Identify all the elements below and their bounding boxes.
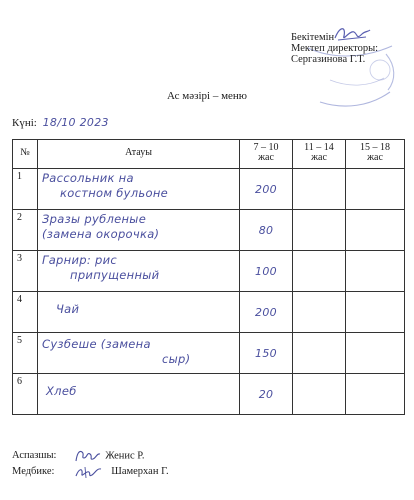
- qty-15-18: [346, 374, 405, 415]
- header-age-7-10-unit: жас: [258, 152, 274, 163]
- header-name: Атауы: [38, 140, 240, 169]
- dish-name-line2: сыр): [162, 352, 191, 366]
- dish-name: [38, 169, 240, 210]
- dish-name: [38, 333, 240, 374]
- dish-name: [38, 251, 240, 292]
- qty-7-10: [240, 333, 293, 374]
- qty-11-14: [293, 374, 346, 415]
- header-age-15-18-range: 15 – 18: [360, 142, 390, 153]
- cook-name: Женис Р.: [105, 450, 145, 462]
- row-number: 5: [13, 333, 38, 374]
- qty-value: 200: [255, 306, 277, 319]
- staff-cook: [12, 448, 144, 464]
- table-row: [13, 292, 405, 333]
- dish-name: [38, 292, 240, 333]
- table-row: [13, 374, 405, 415]
- row-number: 2: [13, 210, 38, 251]
- row-number: 4: [13, 292, 38, 333]
- table-row: [13, 169, 405, 210]
- approval-line-name: Сергазинова Г.Т.: [291, 54, 366, 65]
- qty-7-10: [240, 374, 293, 415]
- header-age-7-10-range: 7 – 10: [253, 142, 279, 153]
- header-age-11-14: [293, 140, 346, 169]
- dish-name-line1: Чай: [56, 302, 80, 316]
- qty-15-18: [346, 251, 405, 292]
- nurse-label: Медбике:: [12, 466, 55, 478]
- qty-11-14: [293, 333, 346, 374]
- header-age-15-18-unit: жас: [367, 152, 383, 163]
- qty-7-10: [240, 169, 293, 210]
- qty-value: 20: [258, 388, 274, 401]
- qty-15-18: [346, 333, 405, 374]
- table-row: [13, 251, 405, 292]
- table-row: [13, 210, 405, 251]
- header-num: №: [13, 140, 38, 169]
- dish-name-line1: Хлеб: [46, 384, 77, 398]
- cook-label: Аспазшы:: [12, 450, 57, 462]
- qty-11-14: [293, 292, 346, 333]
- header-age-11-14-unit: жас: [311, 152, 327, 163]
- nurse-name: Шамерхан Г.: [111, 466, 169, 478]
- date-label: Күні:: [12, 117, 37, 129]
- dish-name-line2: припущенный: [70, 268, 160, 282]
- header-age-7-10: [240, 140, 293, 169]
- nurse-signature-icon: [73, 464, 103, 480]
- qty-15-18: [346, 169, 405, 210]
- dish-name: [38, 210, 240, 251]
- approval-line-director: Мектеп директоры:: [291, 43, 379, 54]
- qty-7-10: [240, 292, 293, 333]
- dish-name-line1: Зразы рубленые: [42, 212, 147, 226]
- qty-11-14: [293, 251, 346, 292]
- date-row: [12, 116, 109, 129]
- dish-name-line2: (замена окорочка): [42, 227, 160, 241]
- table-row: [13, 333, 405, 374]
- dish-name-line1: Гарнир: рис: [42, 253, 117, 267]
- qty-11-14: [293, 210, 346, 251]
- qty-15-18: [346, 292, 405, 333]
- qty-7-10: [240, 251, 293, 292]
- header-age-11-14-range: 11 – 14: [304, 142, 334, 153]
- table-header-row: [13, 140, 405, 169]
- qty-7-10: [240, 210, 293, 251]
- row-number: 6: [13, 374, 38, 415]
- header-age-15-18: [346, 140, 405, 169]
- date-value: 18/10 2023: [42, 116, 109, 129]
- qty-value: 80: [258, 224, 274, 237]
- row-number: 1: [13, 169, 38, 210]
- qty-value: 200: [255, 183, 277, 196]
- dish-name-line1: Сузбеше (замена: [42, 337, 151, 351]
- dish-name: [38, 374, 240, 415]
- qty-15-18: [346, 210, 405, 251]
- cook-signature-icon: [73, 448, 103, 464]
- qty-value: 100: [255, 265, 277, 278]
- approval-line-approve: Бекітемін: [291, 32, 335, 43]
- qty-value: 150: [255, 347, 277, 360]
- document-title: Ас мәзірі – меню: [166, 90, 248, 102]
- qty-11-14: [293, 169, 346, 210]
- dish-name-line2: костном бульоне: [60, 186, 169, 200]
- staff-nurse: [12, 464, 169, 480]
- menu-table: [12, 139, 405, 415]
- dish-name-line1: Рассольник на: [42, 171, 134, 185]
- row-number: 3: [13, 251, 38, 292]
